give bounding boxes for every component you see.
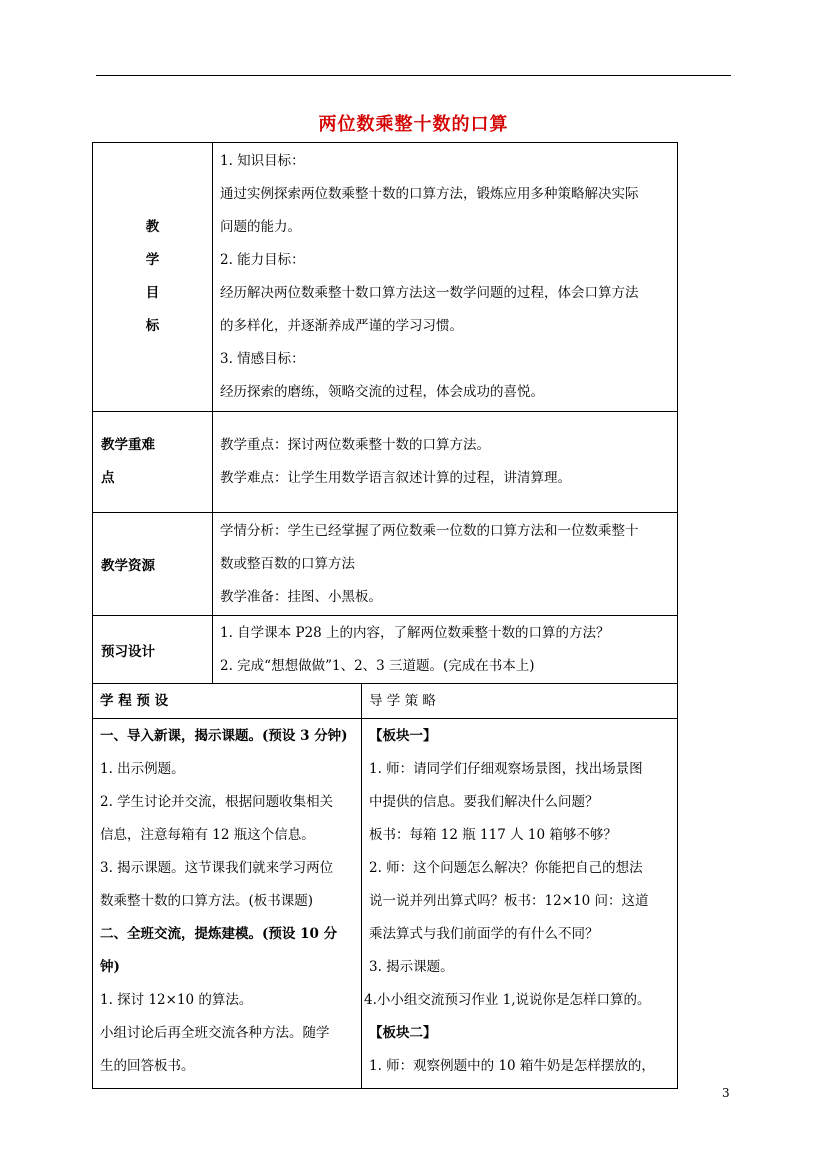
strategy-line: 3. 揭示课题。	[369, 959, 454, 975]
objectives-content	[213, 143, 678, 412]
left-column-header-text: 学 程 预 设	[100, 692, 169, 709]
objectives-label	[93, 143, 213, 412]
process-line: 信息，注意每箱有 12 瓶这个信息。	[100, 827, 315, 843]
objective-line: 经历探索的磨练，领略交流的过程，体会成功的喜悦。	[220, 384, 544, 400]
objectives-label-char: 目	[145, 285, 160, 301]
key-points-label	[93, 412, 213, 513]
learning-process-content	[93, 719, 362, 1089]
objective-line: 问题的能力。	[220, 219, 301, 235]
objectives-row	[93, 143, 678, 412]
objective-line: 1. 知识目标：	[220, 153, 305, 169]
objectives-label-char: 教	[145, 219, 160, 235]
resource-line: 学情分析：学生已经掌握了两位数乘一位数的口算方法和一位数乘整十	[220, 523, 639, 539]
resources-label: 教学资源	[93, 513, 213, 616]
resource-line: 数或整百数的口算方法	[220, 556, 355, 572]
key-points-content	[213, 412, 678, 513]
key-points-label-line: 教学重难	[101, 437, 155, 453]
lesson-plan-table	[92, 142, 678, 1089]
strategy-line: 4.小小组交流预习作业 1,说说你是怎样口算的。	[364, 992, 651, 1008]
strategy-line: 2. 师：这个问题怎么解决？你能把自己的想法	[369, 860, 643, 876]
objective-line: 3. 情感目标：	[220, 351, 305, 367]
strategy-line: 1. 师：观察例题中的 10 箱牛奶是怎样摆放的，	[369, 1058, 655, 1074]
preview-content	[213, 616, 678, 684]
strategy-line: 说一说并列出算式吗？板书：12×10 问：这道	[369, 893, 649, 909]
key-point-line: 教学重点：探讨两位数乘整十数的口算方法。	[220, 437, 490, 453]
objectives-label-char: 学	[145, 252, 160, 268]
page-number: 3	[722, 1086, 730, 1100]
strategy-line: 中提供的信息。要我们解决什么问题？	[369, 794, 599, 810]
document-title: 两位数乘整十数的口算	[318, 114, 509, 135]
resources-row	[93, 513, 678, 616]
right-column-header	[362, 684, 678, 719]
process-line: 二、全班交流，提炼建模。(预设 10 分	[100, 926, 338, 942]
resource-line: 教学准备：挂图、小黑板。	[220, 589, 382, 605]
key-points-label-line: 点	[101, 470, 115, 486]
objective-line: 经历解决两位数乘整十数口算方法这一数学问题的过程，体会口算方法	[220, 285, 639, 301]
preview-row	[93, 616, 678, 684]
preview-line: 1. 自学课本 P28 上的内容，了解两位数乘整十数的口算的方法？	[220, 625, 610, 641]
process-line: 1. 出示例题。	[100, 761, 185, 777]
resources-content	[213, 513, 678, 616]
process-row	[93, 719, 678, 1089]
process-line: 生的回答板书。	[100, 1058, 195, 1074]
process-line: 小组讨论后再全班交流各种方法。随学	[100, 1025, 330, 1041]
process-line: 3. 揭示课题。这节课我们就来学习两位	[100, 860, 334, 876]
strategy-line: 板书：每箱 12 瓶 117 人 10 箱够不够？	[369, 827, 617, 843]
strategy-line: 乘法算式与我们前面学的有什么不同？	[369, 926, 599, 942]
key-points-row	[93, 412, 678, 513]
objectives-label-char: 标	[145, 318, 160, 334]
strategy-line: 【板块一】	[369, 728, 437, 744]
process-line: 数乘整十数的口算方法。(板书课题)	[100, 893, 314, 909]
strategy-line: 1. 师：请同学们仔细观察场景图，找出场景图	[369, 761, 643, 777]
process-line: 钟)	[100, 959, 120, 975]
objective-line: 通过实例探索两位数乘整十数的口算方法，锻炼应用多种策略解决实际	[220, 186, 639, 202]
preview-label: 预习设计	[93, 616, 213, 684]
guidance-strategy-content	[362, 719, 678, 1089]
key-point-line: 教学难点：让学生用数学语言叙述计算的过程，讲清算理。	[220, 470, 571, 486]
strategy-line: 【板块二】	[369, 1025, 437, 1041]
left-column-header	[93, 684, 362, 719]
process-line: 2. 学生讨论并交流，根据问题收集相关	[100, 794, 334, 810]
right-column-header-text: 导 学 策 略	[369, 692, 436, 709]
process-line: 一、导入新课，揭示课题。(预设 3 分钟)	[100, 728, 348, 744]
preview-line: 2. 完成“想想做做”1、2、3 三道题。(完成在书本上)	[220, 658, 535, 674]
objective-line: 的多样化，并逐渐养成严谨的学习习惯。	[220, 318, 463, 334]
process-line: 1. 探讨 12×10 的算法。	[100, 992, 253, 1008]
columns-header-row	[93, 684, 678, 719]
objective-line: 2. 能力目标：	[220, 252, 305, 268]
header-rule	[96, 75, 731, 76]
